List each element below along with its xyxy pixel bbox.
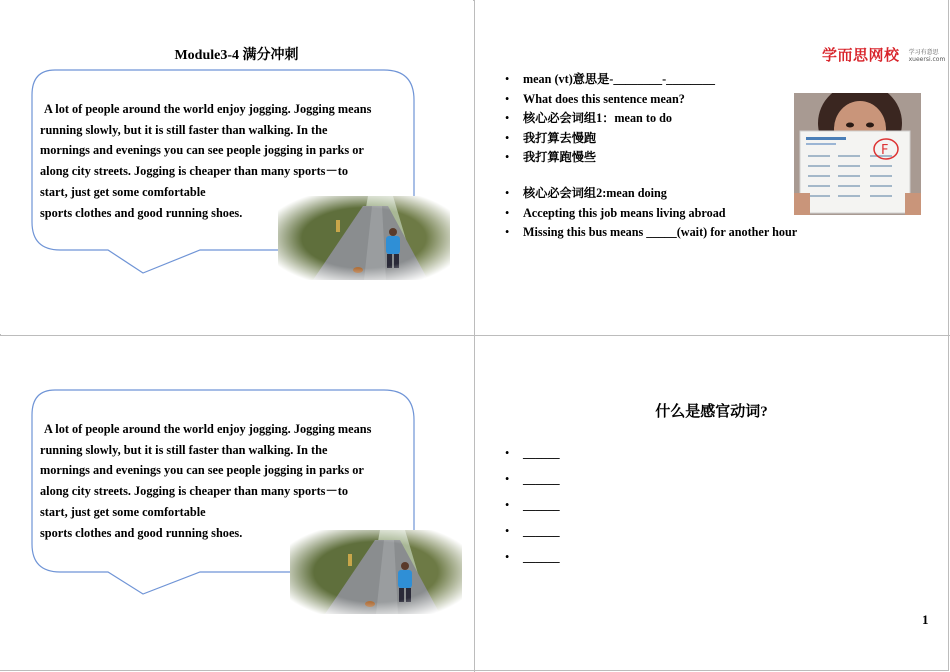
slide-2-bullets-group-2 (505, 184, 797, 243)
xueersi-logo (822, 44, 945, 65)
blank-bullet: • ______ (505, 544, 560, 570)
passage-line: sports clothes and good running shoes. (40, 205, 243, 220)
blank-bullet: • ______ (505, 492, 560, 518)
slide-1 (0, 0, 473, 334)
passage-line: A lot of people around the world enjoy jogging. Jogging means (44, 102, 372, 116)
passage-line: A lot of people around the world enjoy jogging. Jogging means (44, 422, 372, 436)
slide-2-bullets-group-1 (505, 70, 715, 168)
page-number: 1 (922, 612, 929, 627)
jogger-road-photo (278, 196, 450, 280)
passage-line: along city streets. Jogging is cheaper than many sports－to (40, 484, 348, 499)
slide-4-title: 什么是感官动词? (655, 404, 768, 420)
bullet-item: • 我打算去慢跑 (505, 129, 715, 149)
slide-4-bullets (505, 440, 560, 570)
passage-line: along city streets. Jogging is cheaper than many sports－to (40, 164, 348, 179)
bullet-item: • Missing this bus means _____(wait) for another hour (505, 223, 797, 243)
logo-sub-cn: 学习有意思 (908, 48, 939, 56)
girl-test-paper-photo (794, 93, 921, 215)
blank-bullet: • ______ (505, 440, 560, 466)
passage-line: start, just get some comfortable (40, 504, 206, 519)
passage-line: running slowly, but it is still faster than walking. In the (40, 122, 328, 137)
logo-sub-en: xueersi.com (908, 55, 946, 63)
bullet-item: • 核心必会词组2:mean doing (505, 184, 797, 204)
passage-line: start, just get some comfortable (40, 184, 206, 199)
blank-bullet: • ______ (505, 518, 560, 544)
blank-bullet: • ______ (505, 466, 560, 492)
bullet-item: • mean (vt)意思是-________-________ (505, 70, 715, 90)
passage-line: running slowly, but it is still faster than walking. In the (40, 442, 328, 457)
passage-line: sports clothes and good running shoes. (40, 525, 243, 540)
slide-1-title: Module3-4 满分冲刺 (174, 48, 299, 63)
passage-line: mornings and evenings you can see people jogging in parks or (40, 463, 364, 478)
bullet-item: • Accepting this job means living abroad (505, 204, 797, 224)
logo-sub (909, 49, 946, 63)
bullet-item: • 核心必会词组1：mean to do (505, 109, 715, 129)
jogger-road-photo (290, 530, 462, 614)
logo-main-text: 学而思网校 (822, 46, 900, 64)
passage-line: mornings and evenings you can see people jogging in parks or (40, 143, 364, 158)
slide-3-passage (40, 419, 371, 543)
paper-grade: F (881, 143, 889, 158)
slide-3 (0, 336, 473, 670)
bullet-item: • What does this sentence mean? (505, 90, 715, 110)
bullet-item: • 我打算跑慢些 (505, 148, 715, 168)
